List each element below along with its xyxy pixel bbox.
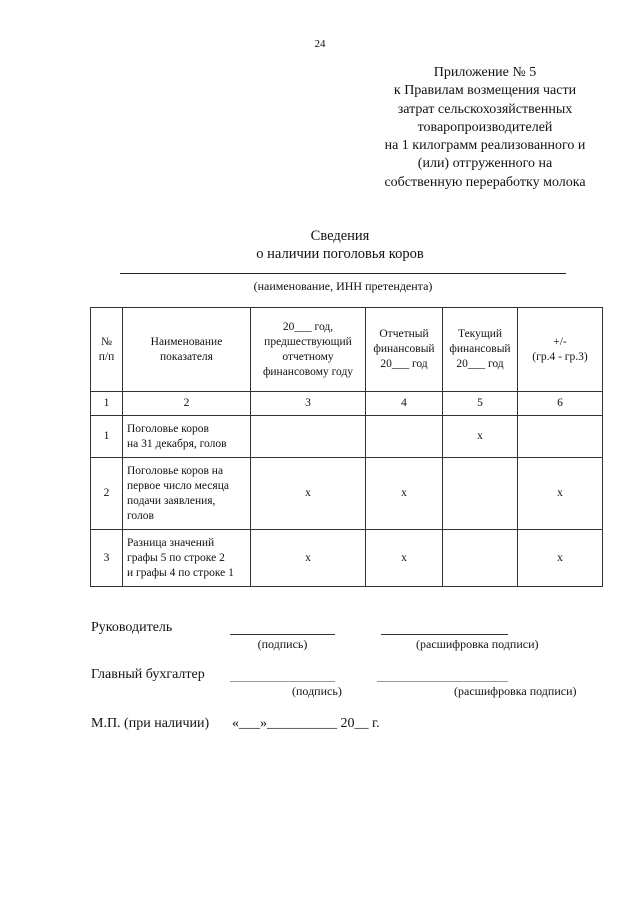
head-signature-field[interactable] [230, 634, 335, 635]
value-cell[interactable]: x [518, 458, 603, 530]
header-cell-current-year: Текущий финансовый 20___ год [443, 308, 518, 392]
title-line-1: Сведения [310, 228, 370, 244]
head-signature-decode-field[interactable] [381, 634, 508, 635]
date-field[interactable]: «___»__________ 20__ г. [232, 716, 380, 731]
applicant-name-field[interactable] [120, 273, 566, 274]
column-number-row [91, 392, 603, 416]
value-cell[interactable]: x [366, 530, 443, 587]
applicant-caption: (наименование, ИНН претендента) [253, 279, 433, 293]
column-number: 4 [366, 392, 443, 416]
header-cell-indicator: Наименование показателя [123, 308, 251, 392]
row-number: 1 [91, 416, 123, 458]
value-cell[interactable] [518, 416, 603, 458]
value-cell[interactable] [366, 416, 443, 458]
column-number: 5 [443, 392, 518, 416]
value-cell[interactable] [443, 458, 518, 530]
head-label: Руководитель [91, 620, 173, 635]
accountant-label: Главный бухгалтер [91, 667, 205, 682]
accountant-decode-caption: (расшифровка подписи) [454, 684, 577, 698]
head-decode-caption: (расшифровка подписи) [416, 637, 539, 651]
value-cell[interactable]: x [251, 458, 366, 530]
appendix-line: Приложение № 5 [433, 65, 537, 80]
column-number: 2 [123, 392, 251, 416]
value-cell[interactable]: x [518, 530, 603, 587]
row-indicator-name: Поголовье коров на 31 декабря, голов [123, 416, 251, 458]
value-cell[interactable] [443, 530, 518, 587]
appendix-line: товаропроизводителей [417, 119, 553, 135]
table-row [91, 530, 603, 587]
column-number: 3 [251, 392, 366, 416]
title-line-2: о наличии поголовья коров [256, 246, 424, 262]
value-cell[interactable]: x [443, 416, 518, 458]
accountant-signature-decode-field[interactable] [377, 681, 508, 682]
stamp-label: М.П. (при наличии) [91, 716, 210, 731]
appendix-header [360, 64, 610, 192]
head-sign-caption: (подпись) [257, 637, 308, 651]
appendix-line: к Правилам возмещения части [393, 83, 577, 99]
header-cell-difference: +/- (гр.4 - гр.3) [518, 308, 603, 392]
table-row [91, 416, 603, 458]
appendix-line: на 1 килограмм реализованного и [384, 138, 586, 154]
row-indicator-name: Разница значений графы 5 по строке 2 и графы 4 по строке 1 [123, 530, 251, 587]
document-title [0, 227, 640, 263]
table-row [91, 458, 603, 530]
column-number: 1 [91, 392, 123, 416]
value-cell[interactable]: x [366, 458, 443, 530]
accountant-sign-caption: (подпись) [292, 684, 342, 698]
appendix-line: (или) отгруженного на [417, 156, 553, 172]
appendix-line: затрат сельскохозяйственных [397, 101, 573, 117]
value-cell[interactable]: x [251, 530, 366, 587]
column-number: 6 [518, 392, 603, 416]
header-cell-number: № п/п [91, 308, 123, 392]
accountant-signature-field[interactable] [230, 681, 335, 682]
row-number: 3 [91, 530, 123, 587]
table-header-row [91, 308, 603, 392]
header-cell-reporting-year: Отчетный финансовый 20___ год [366, 308, 443, 392]
header-cell-previous-year: 20___ год, предшествующий отчетному финансовому году [251, 308, 366, 392]
appendix-line: собственную переработку молока [384, 174, 586, 190]
herd-data-table [90, 307, 603, 587]
page-number: 24 [314, 38, 326, 50]
row-number: 2 [91, 458, 123, 530]
row-indicator-name: Поголовье коров на первое число месяца подачи заявления, голов [123, 458, 251, 530]
value-cell[interactable] [251, 416, 366, 458]
